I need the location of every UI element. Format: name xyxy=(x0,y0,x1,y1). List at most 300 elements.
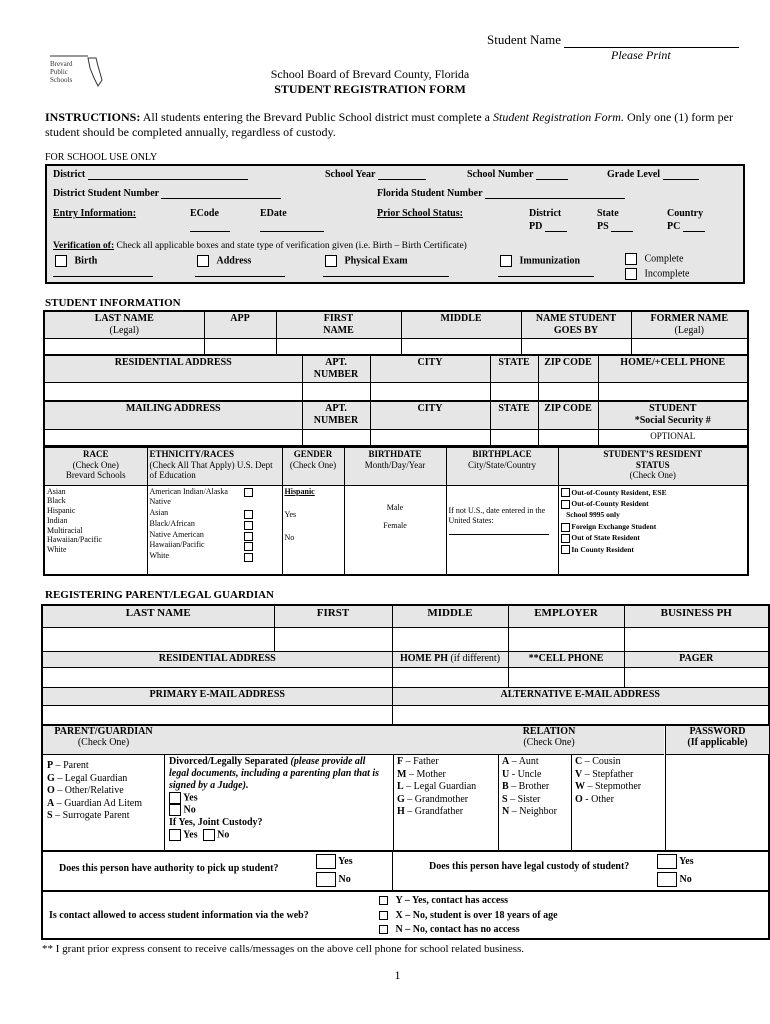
date-entered-line[interactable] xyxy=(449,528,549,535)
birthplace-input[interactable] xyxy=(446,485,558,575)
g-cell-phone-input[interactable] xyxy=(508,667,624,687)
password-label: PASSWORD xyxy=(689,726,746,737)
verification-row xyxy=(53,241,467,251)
app-header: APP xyxy=(204,311,276,339)
g-alt-email-input[interactable] xyxy=(392,705,769,725)
district-student-number-label: District Student Number xyxy=(53,188,159,199)
verify-address[interactable] xyxy=(197,255,251,267)
relation-code: O xyxy=(575,793,583,805)
relation-code: F xyxy=(397,756,404,767)
relation-label: Legal Guardian xyxy=(413,781,477,792)
g-home-ph-header xyxy=(392,651,508,667)
gender-check: (Check One) xyxy=(289,459,337,470)
relation-header xyxy=(164,726,664,755)
authority-no-checkbox[interactable] xyxy=(316,872,336,887)
district-field[interactable] xyxy=(53,169,248,180)
resident-status-option[interactable] xyxy=(561,487,746,498)
relation-code: L xyxy=(397,781,404,792)
gender-label: GENDER xyxy=(293,449,333,459)
ethnicity-checkbox[interactable] xyxy=(244,532,253,541)
hispanic-no-row[interactable] xyxy=(285,533,342,542)
relation-label: Stepfather xyxy=(592,768,634,780)
ecode-label: ECode xyxy=(190,208,219,219)
g-home-ph-note: (if different) xyxy=(450,652,501,664)
web-options[interactable] xyxy=(379,894,558,938)
ethnicity-option[interactable]: Hawaiian/Pacific xyxy=(149,540,205,550)
relation-row[interactable]: V – Stepfather xyxy=(575,768,634,780)
divorced-no-checkbox[interactable] xyxy=(169,804,181,816)
mailing-apt-header: APT. NUMBER xyxy=(302,401,370,429)
pg-code: P xyxy=(47,760,54,771)
district-student-number-field[interactable] xyxy=(53,188,281,199)
web-option-n[interactable] xyxy=(379,923,558,938)
password-header xyxy=(665,726,769,755)
relation-row[interactable]: C – Cousin xyxy=(575,756,621,767)
pg-code-label: Legal Guardian xyxy=(64,772,128,784)
last-name-label: LAST NAME xyxy=(94,313,154,324)
custody-yes-label: Yes xyxy=(679,856,694,867)
address-line[interactable] xyxy=(195,270,285,277)
password-note: (If applicable) xyxy=(687,737,748,748)
g-first-input[interactable] xyxy=(274,627,392,651)
status-checkbox[interactable] xyxy=(561,534,570,543)
resident-status-option[interactable] xyxy=(561,509,746,520)
ethnicity-option[interactable]: Black/African xyxy=(149,518,195,528)
relation-row[interactable]: B – Brother xyxy=(502,781,550,792)
g-alt-email-header: ALTERNATIVE E-MAIL ADDRESS xyxy=(392,687,769,705)
divorced-block xyxy=(169,756,385,841)
status-checkbox[interactable] xyxy=(561,500,570,509)
relation-label: Neighbor xyxy=(519,806,558,817)
logo-line-1: Brevard xyxy=(50,60,73,68)
status-checkbox[interactable] xyxy=(561,523,570,532)
pg-code-row[interactable]: A – Guardian Ad Litem xyxy=(47,797,142,809)
pd-field[interactable] xyxy=(529,221,567,232)
relation-code: M xyxy=(397,768,407,780)
logo-line-2: Public xyxy=(50,68,68,76)
birthdate-header xyxy=(344,447,446,485)
state-header: STATE xyxy=(490,355,538,383)
custody-question: Does this person have legal custody of student? xyxy=(429,861,630,872)
g-employer-header: EMPLOYER xyxy=(508,605,624,627)
edate-line[interactable] xyxy=(260,222,324,232)
custody-no[interactable] xyxy=(657,871,694,889)
race-options[interactable] xyxy=(44,485,147,575)
instructions-text-2: Only one (1) form per student should be completed annually, regardless of custody. xyxy=(45,110,733,139)
g-residential-address-input[interactable] xyxy=(42,667,392,687)
resident-status-option[interactable] xyxy=(561,532,746,543)
mailing-city-input[interactable] xyxy=(370,429,490,446)
divorced-note: (please provide all legal documents, including a parenting plan that is signed by a Judge). xyxy=(169,756,380,791)
g-cell-phone-header: **CELL PHONE xyxy=(508,651,624,667)
school-year-label: School Year xyxy=(325,169,376,180)
resident-status-label: STUDENT’S RESIDENT STATUS xyxy=(603,449,703,470)
entry-information-label: Entry Information: xyxy=(53,208,137,219)
ethnicity-check: (Check All That Apply) U.S. Dept of Education xyxy=(149,459,273,480)
relation-label: Grandmother xyxy=(414,793,469,805)
status-label: School 9995 only xyxy=(566,510,620,520)
web-option-y[interactable] xyxy=(379,894,558,909)
first-name-label: FIRST NAME xyxy=(323,313,354,336)
relation-row[interactable]: O - Other xyxy=(575,793,614,805)
relation-code: C xyxy=(575,756,583,767)
authority-question: Does this person have authority to pick up student? xyxy=(59,863,279,874)
ps-field[interactable] xyxy=(597,221,633,232)
pc-label: PC xyxy=(667,221,681,232)
physical-exam-checkbox[interactable] xyxy=(325,255,337,267)
relation-row[interactable]: H – Grandfather xyxy=(397,806,464,817)
page-number: 1 xyxy=(394,968,401,982)
physical-exam-label: Physical Exam xyxy=(344,255,408,267)
web-x-label: X – No, student is over 18 years of age xyxy=(395,909,558,921)
former-name-legal: (Legal) xyxy=(674,325,704,336)
resident-status-option[interactable] xyxy=(561,498,746,509)
relation-label: Aunt xyxy=(518,756,539,767)
prior-school-status-label: Prior School Status: xyxy=(377,208,463,219)
ssn-header xyxy=(598,401,748,429)
gender-male[interactable]: Male xyxy=(386,502,404,512)
demographics-table xyxy=(43,446,749,576)
mailing-city-header: CITY xyxy=(370,401,490,429)
pc-field[interactable] xyxy=(667,221,705,232)
birthdate-format: Month/Day/Year xyxy=(364,459,426,470)
g-last-name-input[interactable] xyxy=(42,627,274,651)
instructions xyxy=(45,110,745,140)
race-option[interactable]: White xyxy=(47,545,67,555)
authority-custody-row xyxy=(41,852,770,892)
birthplace-label: BIRTHPLACE xyxy=(472,449,532,459)
race-option[interactable]: Indian xyxy=(47,515,68,525)
password-input[interactable] xyxy=(665,754,769,850)
race-check: (Check One) xyxy=(72,459,119,470)
relation-code: B xyxy=(502,781,509,792)
mailing-address-input[interactable] xyxy=(44,429,302,446)
relation-row[interactable]: A – Aunt xyxy=(502,756,539,767)
verification-label: Verification of: xyxy=(53,241,115,251)
mailing-state-header: STATE xyxy=(490,401,538,429)
web-question: Is contact allowed to access student information via the web? xyxy=(49,910,309,921)
divider xyxy=(392,852,393,890)
guardian-name-table xyxy=(41,604,770,726)
ethnicity-option[interactable]: Native American xyxy=(149,529,204,539)
relation-label: RELATION xyxy=(522,726,576,737)
gender-header xyxy=(282,447,344,485)
complete-option[interactable] xyxy=(625,253,683,265)
hispanic-yes[interactable]: Yes xyxy=(284,509,297,519)
web-n-checkbox[interactable] xyxy=(379,925,388,934)
logo-line-3: Schools xyxy=(50,76,73,84)
former-name-label: FORMER NAME xyxy=(650,313,728,324)
home-cell-header: HOME/+CELL PHONE xyxy=(598,355,748,383)
school-year-field[interactable] xyxy=(325,169,426,180)
relation-col-3[interactable] xyxy=(575,756,641,806)
physical-exam-line[interactable] xyxy=(323,270,449,277)
incomplete-option[interactable] xyxy=(625,268,689,280)
pg-header xyxy=(43,726,165,755)
school-number-field[interactable] xyxy=(467,169,568,180)
pg-code-label: Surrogate Parent xyxy=(62,810,130,821)
authority-no[interactable] xyxy=(316,871,353,889)
resident-status-check: (Check One) xyxy=(629,470,676,480)
joint-custody-label: If Yes, Joint Custody? xyxy=(169,816,263,828)
student-name-field[interactable] xyxy=(487,32,739,48)
race-option[interactable]: Black xyxy=(47,496,66,506)
relation-label: Father xyxy=(413,756,439,767)
birthplace-format: City/State/Country xyxy=(467,459,536,470)
relation-code: U xyxy=(502,768,510,780)
pd-label: PD xyxy=(529,221,543,232)
immunization-checkbox[interactable] xyxy=(500,255,512,267)
relation-row[interactable]: L – Legal Guardian xyxy=(397,781,477,792)
custody-no-checkbox[interactable] xyxy=(657,872,677,887)
home-cell-input[interactable] xyxy=(598,383,748,401)
verify-birth[interactable] xyxy=(55,255,97,267)
status-label: Out of State Resident xyxy=(571,533,640,543)
joint-yes-label: Yes xyxy=(183,828,198,840)
ethnicity-checkbox[interactable] xyxy=(244,542,253,551)
relation-col-2[interactable] xyxy=(502,756,557,819)
residential-address-input[interactable] xyxy=(44,383,302,401)
mailing-address-header: MAILING ADDRESS xyxy=(44,401,302,429)
city-input[interactable] xyxy=(370,383,490,401)
prior-state-label: State xyxy=(597,208,619,219)
relation-label: Cousin xyxy=(592,756,621,767)
middle-header: MIDDLE xyxy=(401,311,521,339)
pg-code-label: Parent xyxy=(63,760,89,771)
prior-district-label: District xyxy=(529,208,562,219)
race-option[interactable]: Hawaiian/Pacific xyxy=(47,535,103,545)
florida-student-number-label: Florida Student Number xyxy=(377,188,483,199)
divorced-yes-checkbox[interactable] xyxy=(169,792,181,804)
race-label: RACE xyxy=(82,449,109,459)
birth-label: Birth xyxy=(74,255,98,267)
verification-text: Check all applicable boxes and state type of verification given (i.e. Birth – Birth Certificate) xyxy=(116,241,467,251)
web-x-checkbox[interactable] xyxy=(379,911,388,920)
status-label: Out-of-County Resident, ESE xyxy=(571,487,667,497)
apt-number-input[interactable] xyxy=(302,383,370,401)
grade-level-field[interactable] xyxy=(607,169,699,180)
relation-label: Uncle xyxy=(517,768,542,780)
ethnicity-options xyxy=(147,485,282,575)
ecode-line[interactable] xyxy=(190,222,230,232)
g-primary-email-header: PRIMARY E-MAIL ADDRESS xyxy=(42,687,392,705)
relation-row[interactable]: U - Uncle xyxy=(502,768,542,780)
relation-col-1[interactable] xyxy=(397,756,476,819)
pg-code: A xyxy=(47,797,55,809)
city-header: CITY xyxy=(370,355,490,383)
pg-code: G xyxy=(47,772,55,784)
g-business-ph-header: BUSINESS PH xyxy=(624,605,769,627)
joint-no-label: No xyxy=(217,828,230,840)
status-checkbox[interactable] xyxy=(561,488,570,497)
relation-label: Mother xyxy=(416,768,446,780)
ethnicity-option[interactable]: American Indian/Alaska Native xyxy=(149,486,228,507)
florida-student-number-field[interactable] xyxy=(377,188,625,199)
web-y-label: Y – Yes, contact has access xyxy=(395,895,509,906)
immunization-line[interactable] xyxy=(498,270,594,277)
relation-row[interactable]: G – Grandmother xyxy=(397,793,469,805)
relation-code: S xyxy=(502,793,508,805)
zip-input[interactable] xyxy=(538,383,598,401)
g-employer-input[interactable] xyxy=(508,627,624,651)
instructions-form-name: Student Registration Form. xyxy=(492,110,624,124)
relation-label: Stepmother xyxy=(595,781,642,792)
relation-code: A xyxy=(502,756,510,767)
g-first-header: FIRST xyxy=(274,605,392,627)
joint-no-checkbox[interactable] xyxy=(203,829,215,841)
pg-code-row[interactable]: S – Surrogate Parent xyxy=(47,810,130,821)
name-goes-by-header: NAME STUDENT GOES BY xyxy=(521,311,631,339)
ethnicity-header xyxy=(147,447,282,485)
web-y-checkbox[interactable] xyxy=(379,896,388,905)
ethnicity-checkbox[interactable] xyxy=(244,510,253,519)
relation-row[interactable]: N – Neighbor xyxy=(502,806,558,817)
g-pager-input[interactable] xyxy=(624,667,769,687)
incomplete-checkbox[interactable] xyxy=(625,268,637,280)
grade-level-label: Grade Level xyxy=(607,169,661,180)
first-name-header xyxy=(276,311,401,339)
pg-codes[interactable] xyxy=(47,760,142,823)
verify-immunization[interactable] xyxy=(500,255,580,267)
birth-checkbox[interactable] xyxy=(55,255,67,267)
pg-label: PARENT/GUARDIAN xyxy=(54,726,153,737)
ssn-optional[interactable]: OPTIONAL xyxy=(598,429,748,446)
consent-note: ** I grant prior express consent to receive calls/messages on the above cell phone for school related business. xyxy=(42,943,525,955)
ethnicity-list xyxy=(150,487,244,564)
ethnicity-option[interactable]: White xyxy=(149,551,170,561)
date-entered-label: If not U.S., date entered in the United States: xyxy=(448,505,546,525)
joint-custody-options[interactable] xyxy=(169,829,385,841)
custody-yes[interactable] xyxy=(657,853,694,871)
race-source: Brevard Schools xyxy=(65,470,126,480)
address-label: Address xyxy=(216,255,252,267)
g-residential-address-header: RESIDENTIAL ADDRESS xyxy=(42,651,392,667)
race-option[interactable]: Asian xyxy=(47,486,66,496)
authority-yes[interactable] xyxy=(316,853,353,871)
student-address-table xyxy=(43,354,749,402)
hispanic-no[interactable]: No xyxy=(284,532,295,542)
pg-code-row[interactable]: P – Parent xyxy=(47,760,89,771)
authority-options[interactable] xyxy=(316,853,353,889)
divorced-no-label: No xyxy=(183,804,196,816)
g-home-ph-input[interactable] xyxy=(392,667,508,687)
pg-code-row[interactable]: G – Legal Guardian xyxy=(47,772,128,784)
resident-status-option[interactable] xyxy=(561,544,746,555)
mailing-zip-input[interactable] xyxy=(538,429,598,446)
complete-label: Complete xyxy=(644,253,684,265)
pg-code-row[interactable]: O – Other/Relative xyxy=(47,785,124,796)
last-name-legal: (Legal) xyxy=(109,325,139,336)
student-name-label: Student Name xyxy=(487,32,562,47)
pg-code: S xyxy=(47,810,53,821)
instructions-label: INSTRUCTIONS: xyxy=(45,110,141,124)
authority-yes-label: Yes xyxy=(338,856,353,867)
status-checkbox[interactable] xyxy=(561,545,570,554)
relation-code: H xyxy=(397,806,405,817)
custody-yes-checkbox[interactable] xyxy=(657,854,677,869)
residential-address-header: RESIDENTIAL ADDRESS xyxy=(44,355,302,383)
gender-female[interactable]: Female xyxy=(383,520,407,530)
verify-physical-exam[interactable] xyxy=(325,255,408,267)
g-business-ph-input[interactable] xyxy=(624,627,769,651)
ethnicity-checkbox[interactable] xyxy=(244,488,253,497)
pg-code-label: Other/Relative xyxy=(64,785,124,796)
relation-row[interactable]: W – Stepmother xyxy=(575,781,642,792)
relation-code: G xyxy=(397,793,405,805)
status-label: Foreign Exchange Student xyxy=(571,521,657,531)
relation-row[interactable]: S – Sister xyxy=(502,793,541,805)
prior-country-label: Country xyxy=(667,208,704,219)
web-option-x[interactable] xyxy=(379,909,558,924)
gender-options xyxy=(344,485,446,575)
hispanic-yes-row[interactable] xyxy=(285,510,342,519)
ethnicity-option[interactable]: Asian xyxy=(149,508,169,518)
form-title: STUDENT REGISTRATION FORM xyxy=(274,82,466,96)
complete-checkbox[interactable] xyxy=(625,253,637,265)
last-name-header xyxy=(44,311,204,339)
birth-line[interactable] xyxy=(53,270,153,277)
birthplace-header xyxy=(446,447,558,485)
race-option[interactable]: Hispanic xyxy=(47,506,76,516)
school-number-label: School Number xyxy=(467,169,534,180)
divorced-no[interactable] xyxy=(169,804,385,816)
ethnicity-checkbox[interactable] xyxy=(244,521,253,530)
web-access-row xyxy=(41,892,770,940)
ethnicity-label: ETHNICITY/RACES xyxy=(149,449,235,459)
pg-code: O xyxy=(47,785,55,796)
g-primary-email-input[interactable] xyxy=(42,705,392,725)
g-middle-input[interactable] xyxy=(392,627,508,651)
relation-label: Sister xyxy=(517,793,541,805)
divorced-label: Divorced/Legally Separated xyxy=(169,756,288,767)
zip-header: ZIP CODE xyxy=(538,355,598,383)
custody-options[interactable] xyxy=(657,853,694,889)
divorced-yes[interactable] xyxy=(169,792,385,804)
board-name: School Board of Brevard County, Florida xyxy=(270,67,470,81)
race-option[interactable]: Multiracial xyxy=(47,525,83,535)
mailing-state-input[interactable] xyxy=(490,429,538,446)
relation-code: V xyxy=(575,768,583,780)
district-label: District xyxy=(53,169,86,180)
ethnicity-checkboxes xyxy=(244,487,253,564)
state-input[interactable] xyxy=(490,383,538,401)
student-info-title: STUDENT INFORMATION xyxy=(45,297,181,309)
school-use-box xyxy=(45,164,745,284)
instructions-text-1: All students entering the Brevard Public School district must complete a xyxy=(142,110,490,124)
authority-yes-checkbox[interactable] xyxy=(316,854,336,869)
incomplete-label: Incomplete xyxy=(644,268,690,280)
relation-row[interactable]: F – Father xyxy=(397,756,439,767)
custody-no-label: No xyxy=(679,874,692,885)
student-name-line[interactable] xyxy=(564,35,739,48)
birthdate-label: BIRTHDATE xyxy=(368,449,422,459)
joint-yes-checkbox[interactable] xyxy=(169,829,181,841)
ps-label: PS xyxy=(597,221,609,232)
relation-label: Grandfather xyxy=(414,806,464,817)
pg-code-label: Guardian Ad Litem xyxy=(64,797,142,809)
relationship-block xyxy=(41,724,770,852)
relation-row[interactable]: M – Mother xyxy=(397,768,446,780)
relation-label: Brother xyxy=(518,781,550,792)
address-checkbox[interactable] xyxy=(197,255,209,267)
resident-status-options xyxy=(558,485,748,575)
mailing-zip-header: ZIP CODE xyxy=(538,401,598,429)
resident-status-option[interactable] xyxy=(561,521,746,532)
ssn-student-label: STUDENT xyxy=(649,403,697,414)
ethnicity-checkbox[interactable] xyxy=(244,553,253,562)
please-print-note: Please Print xyxy=(611,48,671,62)
mailing-apt-input[interactable] xyxy=(302,429,370,446)
